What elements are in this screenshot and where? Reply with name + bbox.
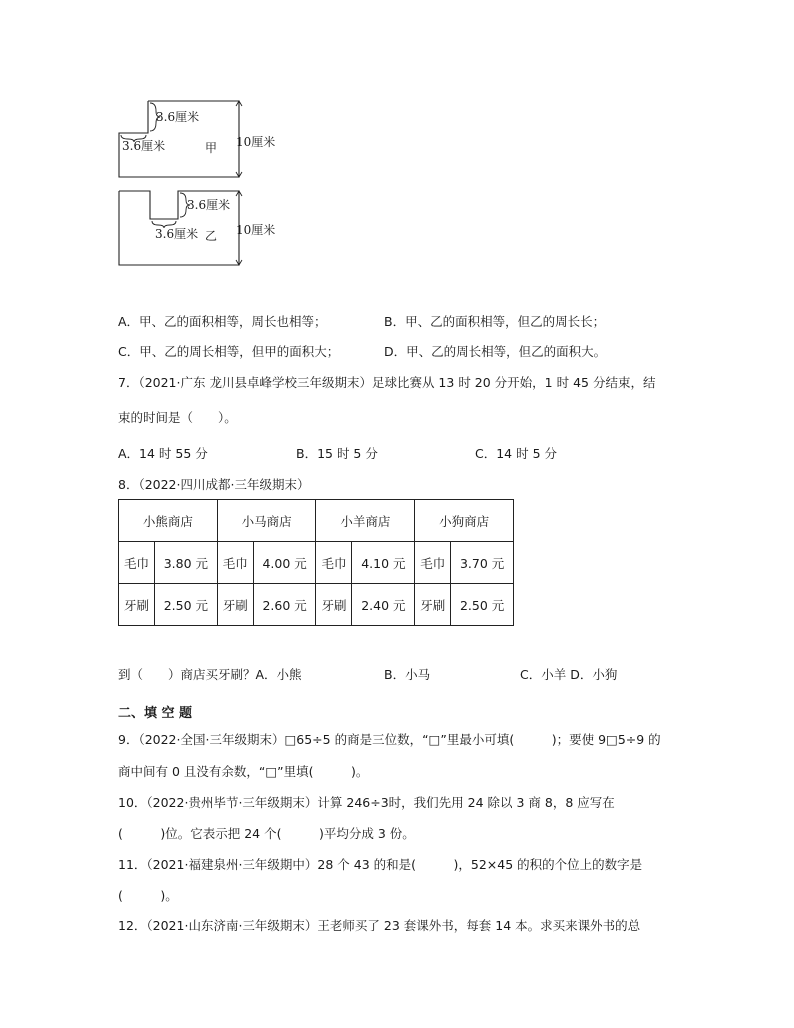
q7-option-c: C．14 时 5 分 xyxy=(475,446,558,461)
q10-line1: 10．（2022·贵州毕节·三年级期末）计算 246÷3时，我们先用 24 除以 3 商 8，8 应写在 xyxy=(118,795,615,810)
price-cell: 3.70 元 xyxy=(451,542,514,584)
label-jia-height: 10厘米 xyxy=(236,135,276,149)
shop-header: 小羊商店 xyxy=(316,500,415,542)
q6-option-c: C．甲、乙的周长相等，但甲的面积大； xyxy=(118,344,340,359)
q7-line1: 7．（2021·广东 龙川县卓峰学校三年级期末）足球比赛从 13 时 20 分开始，1 时 45 分结束，结 xyxy=(118,375,656,390)
section-fill-blank-title: 二、填 空 题 xyxy=(118,706,193,721)
figure-area-perimeter xyxy=(110,95,310,275)
label-jia-name: 甲 xyxy=(205,141,218,155)
q8-title: 8．（2022·四川成都·三年级期末） xyxy=(118,477,310,492)
shop-header: 小狗商店 xyxy=(415,500,514,542)
q8-option-cd: C．小羊 D．小狗 xyxy=(520,667,618,682)
price-cell: 3.80 元 xyxy=(155,542,218,584)
item-cell: 牙刷 xyxy=(316,584,352,626)
q8-question: 到（ ）商店买牙刷？A．小熊 xyxy=(118,667,302,682)
table-row xyxy=(119,542,514,584)
q6-option-a: A．甲、乙的面积相等，周长也相等； xyxy=(118,314,327,329)
q11-line2: ( )。 xyxy=(118,888,178,903)
label-jia-len-a: 3.6厘米 xyxy=(156,110,200,124)
q7-option-a: A．14 时 55 分 xyxy=(118,446,208,461)
q8-option-b: B．小马 xyxy=(384,667,431,682)
price-cell: 2.50 元 xyxy=(155,584,218,626)
label-yi-name: 乙 xyxy=(205,229,218,243)
q12-line1: 12．（2021·山东济南·三年级期末）王老师买了 23 套课外书，每套 14 本。求买来课外书的总 xyxy=(118,918,641,933)
q9-line1: 9．（2022·全国·三年级期末）□65÷5 的商是三位数，“□”里最小可填( )；要使 9□5÷9 的 xyxy=(118,732,661,747)
item-cell: 牙刷 xyxy=(119,584,155,626)
q7-line2: 束的时间是（ ）。 xyxy=(118,410,237,425)
q10-line2: ( )位。它表示把 24 个( )平均分成 3 份。 xyxy=(118,826,415,841)
q9-line2: 商中间有 0 且没有余数，“□”里填( )。 xyxy=(118,764,369,779)
shop-header: 小熊商店 xyxy=(119,500,218,542)
q6-option-d: D．甲、乙的周长相等，但乙的面积大。 xyxy=(384,344,607,359)
shop-header: 小马商店 xyxy=(217,500,316,542)
price-cell: 4.10 元 xyxy=(352,542,415,584)
item-cell: 牙刷 xyxy=(217,584,253,626)
price-cell: 2.40 元 xyxy=(352,584,415,626)
label-yi-len-b: 3.6厘米 xyxy=(155,227,199,241)
label-jia-len-b: 3.6厘米 xyxy=(122,139,166,153)
shop-price-table xyxy=(118,499,514,626)
table-row xyxy=(119,584,514,626)
q11-line1: 11．（2021·福建泉州·三年级期中）28 个 43 的和是( )，52×45 的积的个位上的数字是 xyxy=(118,857,643,872)
price-cell: 2.60 元 xyxy=(253,584,316,626)
label-yi-height: 10厘米 xyxy=(236,223,276,237)
q7-option-b: B．15 时 5 分 xyxy=(296,446,378,461)
q6-option-b: B．甲、乙的面积相等，但乙的周长长； xyxy=(384,314,606,329)
item-cell: 毛巾 xyxy=(415,542,451,584)
item-cell: 毛巾 xyxy=(316,542,352,584)
item-cell: 毛巾 xyxy=(217,542,253,584)
item-cell: 毛巾 xyxy=(119,542,155,584)
item-cell: 牙刷 xyxy=(415,584,451,626)
label-yi-len-a: 3.6厘米 xyxy=(187,198,231,212)
price-cell: 4.00 元 xyxy=(253,542,316,584)
price-cell: 2.50 元 xyxy=(451,584,514,626)
